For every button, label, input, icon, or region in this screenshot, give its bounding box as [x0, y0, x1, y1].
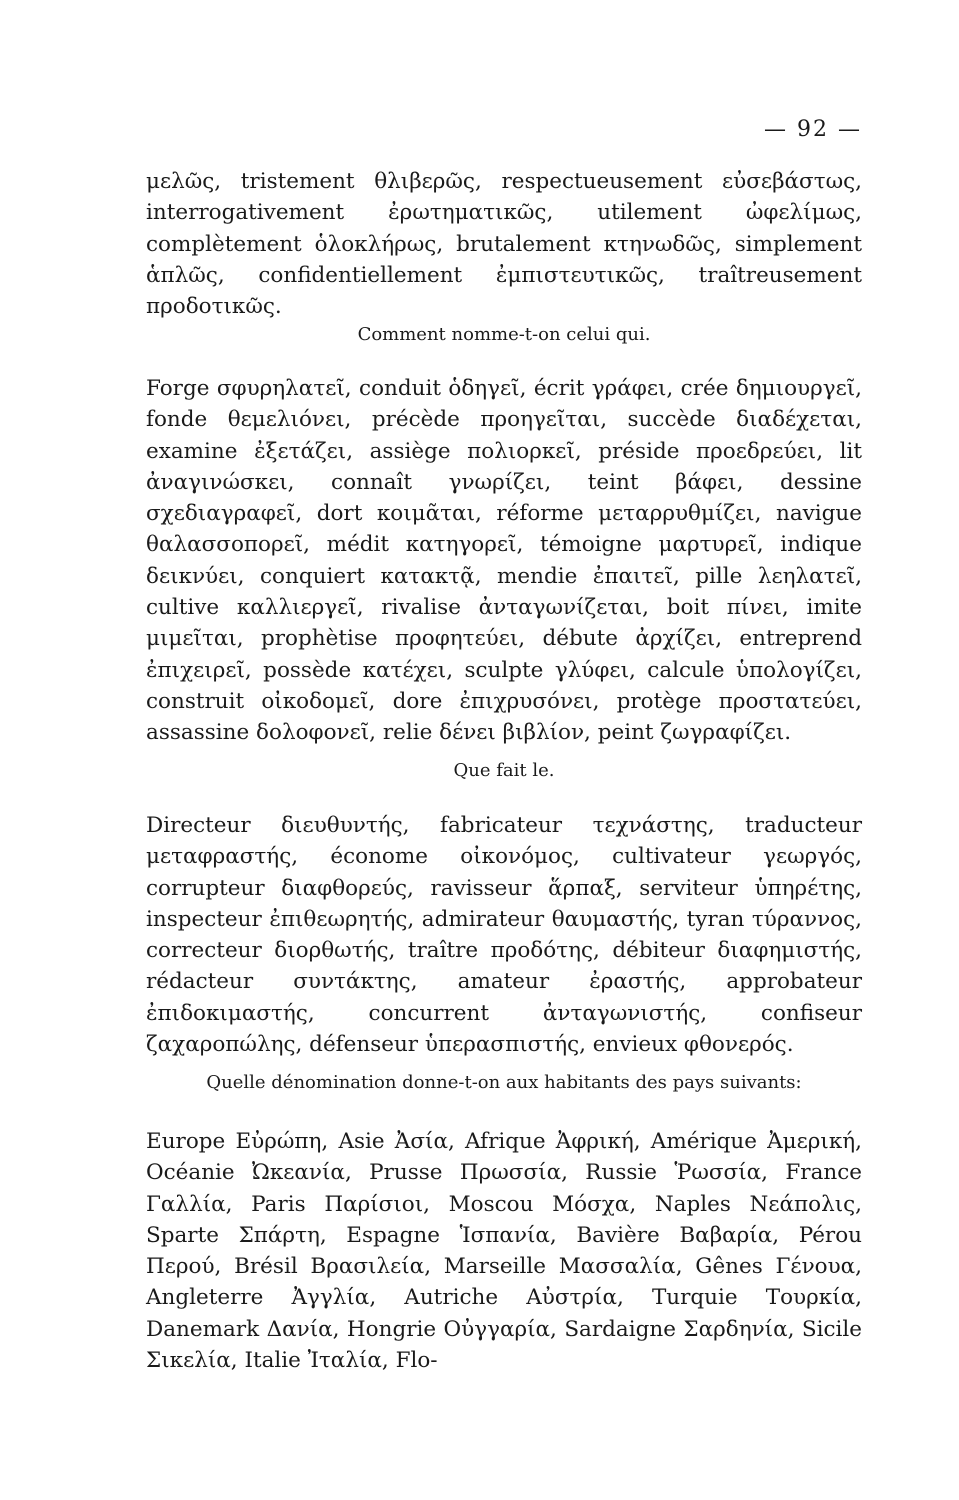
country-list-paragraph: Europe Εὐρώπη, Asie Ἀσία, Afrique Ἀφρική, Amérique Ἀμερική, Océanie Ὠκεανία, Prusse Πρωσσία, Russie Ῥωσσία, France Γαλλία, Paris Παρίσιοι, Moscou Μόσχα, Naples Νεάπολις, Sparte Σπάρτη, Espagne Ἱσπανία, Bavière Βαβαρία, Pérou Περού, Brésil Βρασιλεία, Marseille Μασσαλία, Gênes Γένουα, Angleterre Ἀγγλία, Autriche Αὐστρία, Turquie Τουρκία, Danemark Δανία, Hongrie Οὐγγαρία, Sardaigne Σαρδηνία, Sicile Σικελία, Italie Ἰταλία, Flo- — [146, 1129, 862, 1374]
noun-list-paragraph: Directeur διευθυντής, fabricateur τεχνάστης, traducteur μεταφραστής, économe οἰκονόμος, cultivateur γεωργός, corrupteur διαφθορεύς, ravisseur ἅρπαξ, serviteur ὑπηρέτης, inspecteur ἐπιθεωρητής, admirateur θαυμαστής, tyran τύραννος, correcteur διορθωτής, traître προδότης, débiteur διαφημιστής, rédacteur συντάκτης, amateur ἐραστής, approbateur ἐπιδοκιμαστής, concurrent ἀνταγωνιστής, confiseur ζαχαροπώλης, défenseur ὑπερασπιστής, envieux φθονερός. — [146, 813, 862, 1058]
section-heading-what-does: Que fait le. — [453, 760, 555, 781]
section-heading-who: Comment nomme-t-on celui qui. — [357, 324, 651, 345]
adverb-list-continuation: μελῶς, tristement θλιβερῶς, respectueusement εὐσεβάστως, interrogativement ἐρωτηματικῶς, utilement ὠφελίμως, complètement ὁλοκλήρως, brutalement κτηνωδῶς, simplement ἁπλῶς, confidentiellement ἐμπιστευτικῶς, traîtreusement προδοτικῶς. — [146, 169, 862, 320]
section-heading-inhabitants: Quelle dénomination donne-t-on aux habitants des pays suivants: — [206, 1072, 802, 1093]
verb-list-paragraph: Forge σφυρηλατεῖ, conduit ὁδηγεῖ, écrit γράφει, crée δημιουργεῖ, fonde θεμελιόνει, précède προηγεῖται, succède διαδέχεται, examine ἐξετάζει, assiège πολιορκεῖ, préside προεδρεύει, lit ἀναγινώσκει, connaît γνωρίζει, teint βάφει, dessine σχεδιαγραφεῖ, dort κοιμᾶται, réforme μεταρρυθμίζει, navigue θαλασσοπορεῖ, médit κατηγορεῖ, témoigne μαρτυρεῖ, indique δεικνύει, conquiert κατακτᾷ, mendie ἐπαιτεῖ, pille λεηλατεῖ, cultive καλλιεργεῖ, rivalise ἀνταγωνίζεται, boit πίνει, imite μιμεῖται, prophètise προφητεύει, débute ἀρχίζει, entreprend ἐπιχειρεῖ, possède κατέχει, sculpte γλύφει, calcule ὑπολογίζει, construit οἰκοδομεῖ, dore ἐπιχρυσόνει, protège προστατεύει, assassine δολοφονεῖ, relie δένει βιβλίον, peint ζωγραφίζει. — [146, 376, 862, 746]
page-number: — 92 — — [764, 117, 862, 142]
